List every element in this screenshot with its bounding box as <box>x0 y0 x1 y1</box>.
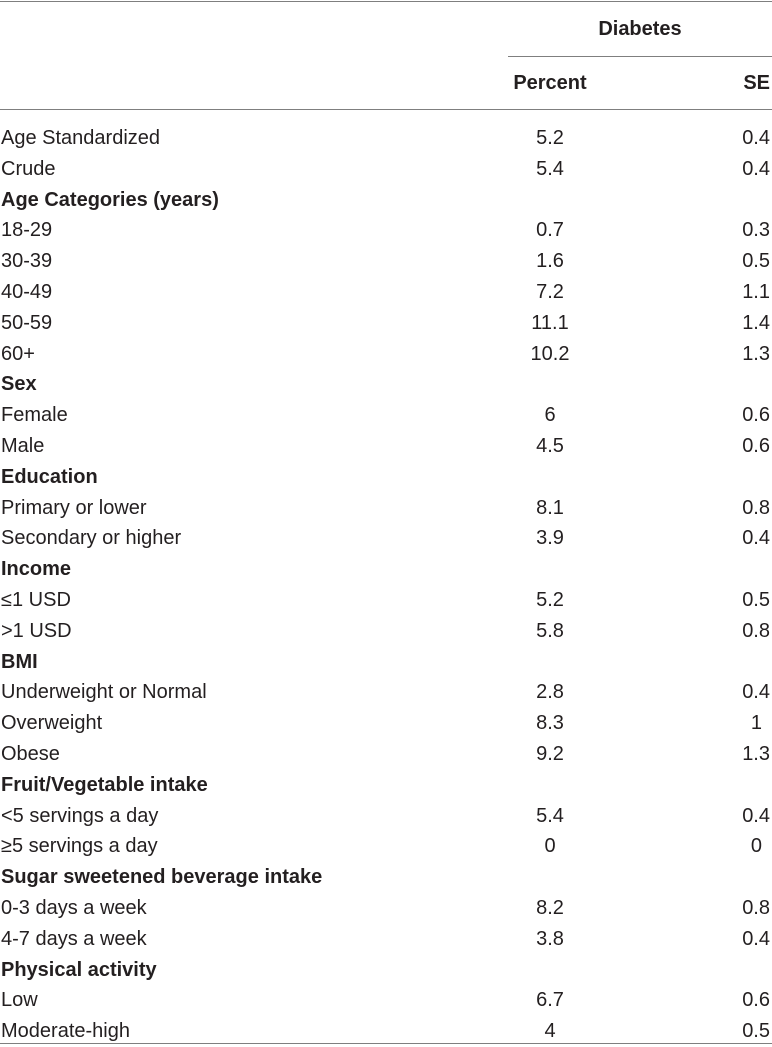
percent-cell: 0.7 <box>536 219 564 242</box>
se-cell: 0.8 <box>742 896 770 919</box>
table-row <box>0 893 772 924</box>
section-header-row <box>0 955 772 986</box>
row-label: ≤1 USD <box>1 588 71 611</box>
section-header-row <box>0 770 772 801</box>
section-header-row <box>0 647 772 678</box>
row-label: 18-29 <box>1 219 53 242</box>
section-label: Education <box>1 465 98 488</box>
section-header-row <box>0 462 772 493</box>
se-cell: 0.4 <box>742 804 770 827</box>
table-row <box>0 339 772 370</box>
table-row <box>0 801 772 832</box>
table-row <box>0 585 772 616</box>
section-label: Income <box>1 558 72 581</box>
percent-column-header: Percent <box>513 72 587 94</box>
percent-cell: 8.3 <box>536 712 564 735</box>
table-row <box>0 400 772 431</box>
row-label: <5 servings a day <box>1 804 159 827</box>
percent-cell: 2.8 <box>536 681 564 704</box>
table-row <box>0 493 772 524</box>
table-row <box>0 985 772 1016</box>
section-header-row <box>0 862 772 893</box>
table-body <box>0 123 772 1047</box>
section-header-row <box>0 369 772 400</box>
se-cell: 0 <box>750 835 762 858</box>
row-label: Moderate-high <box>1 1020 130 1043</box>
table-row <box>0 677 772 708</box>
section-label: Sex <box>1 373 37 396</box>
se-cell: 0.5 <box>742 250 770 273</box>
se-cell: 0.8 <box>742 619 770 642</box>
row-label: Underweight or Normal <box>1 681 207 704</box>
se-cell: 1.3 <box>742 342 770 365</box>
bottom-rule <box>0 1043 772 1044</box>
diabetes-group-header: Diabetes <box>598 18 682 40</box>
percent-cell: 6.7 <box>536 989 564 1012</box>
row-label: 4-7 days a week <box>1 927 147 950</box>
se-cell: 0.6 <box>742 989 770 1012</box>
percent-cell: 5.4 <box>536 804 564 827</box>
se-cell: 0.8 <box>742 496 770 519</box>
se-column-header: SE <box>743 72 770 94</box>
percent-cell: 8.1 <box>536 496 564 519</box>
section-label: Physical activity <box>1 958 157 981</box>
row-label: Secondary or higher <box>1 527 182 550</box>
row-label: 30-39 <box>1 250 53 273</box>
se-cell: 0.5 <box>742 588 770 611</box>
row-label: Primary or lower <box>1 496 147 519</box>
row-label: Female <box>1 404 68 427</box>
table-row <box>0 616 772 647</box>
percent-cell: 3.9 <box>536 527 564 550</box>
table-row <box>0 924 772 955</box>
table-row <box>0 831 772 862</box>
table-row <box>0 308 772 339</box>
row-label: Overweight <box>1 712 103 735</box>
se-cell: 1.1 <box>742 280 770 303</box>
row-label: >1 USD <box>1 619 72 642</box>
table-row <box>0 215 772 246</box>
top-rule <box>0 1 772 2</box>
percent-cell: 5.8 <box>536 619 564 642</box>
se-cell: 1 <box>750 712 762 735</box>
se-cell: 1.4 <box>742 311 770 334</box>
section-header-row <box>0 185 772 216</box>
percent-cell: 6 <box>544 404 556 427</box>
percent-cell: 4.5 <box>536 434 564 457</box>
table-row <box>0 431 772 462</box>
section-label: BMI <box>1 650 38 673</box>
row-label: 0-3 days a week <box>1 896 147 919</box>
header-rule <box>0 109 772 110</box>
row-label: Low <box>1 989 38 1012</box>
row-label: Obese <box>1 742 60 765</box>
section-label: Age Categories (years) <box>1 188 219 211</box>
percent-cell: 7.2 <box>536 280 564 303</box>
row-label: 50-59 <box>1 311 53 334</box>
table-row <box>0 708 772 739</box>
table-row <box>0 739 772 770</box>
percent-cell: 3.8 <box>536 927 564 950</box>
se-cell: 0.4 <box>742 527 770 550</box>
row-label: Male <box>1 434 45 457</box>
percent-cell: 5.4 <box>536 157 564 180</box>
percent-cell: 1.6 <box>536 250 564 273</box>
se-cell: 1.3 <box>742 742 770 765</box>
se-cell: 0.4 <box>742 157 770 180</box>
row-label: 60+ <box>1 342 35 365</box>
group-header-rule <box>508 56 772 57</box>
percent-cell: 0 <box>544 835 556 858</box>
section-header-row <box>0 554 772 585</box>
table-row <box>0 123 772 154</box>
row-label: Age Standardized <box>1 127 161 149</box>
percent-cell: 8.2 <box>536 896 564 919</box>
se-cell: 0.5 <box>742 1020 770 1043</box>
se-cell: 0.6 <box>742 434 770 457</box>
percent-cell: 5.2 <box>536 588 564 611</box>
percent-cell: 11.1 <box>531 311 569 334</box>
section-label: Sugar sweetened beverage intake <box>1 866 323 889</box>
table-row <box>0 246 772 277</box>
se-cell: 0.4 <box>742 681 770 704</box>
table-row <box>0 154 772 185</box>
percent-cell: 4 <box>544 1020 556 1043</box>
se-cell: 0.6 <box>742 404 770 427</box>
percent-cell: 9.2 <box>536 742 564 765</box>
section-label: Fruit/Vegetable intake <box>1 773 208 796</box>
percent-cell: 5.2 <box>536 127 564 149</box>
table-row <box>0 277 772 308</box>
row-label: ≥5 servings a day <box>1 835 158 858</box>
row-label: 40-49 <box>1 280 53 303</box>
se-cell: 0.3 <box>742 219 770 242</box>
row-label: Crude <box>1 157 56 180</box>
percent-cell: 10.2 <box>530 342 570 365</box>
se-cell: 0.4 <box>742 127 770 149</box>
table-row <box>0 523 772 554</box>
se-cell: 0.4 <box>742 927 770 950</box>
